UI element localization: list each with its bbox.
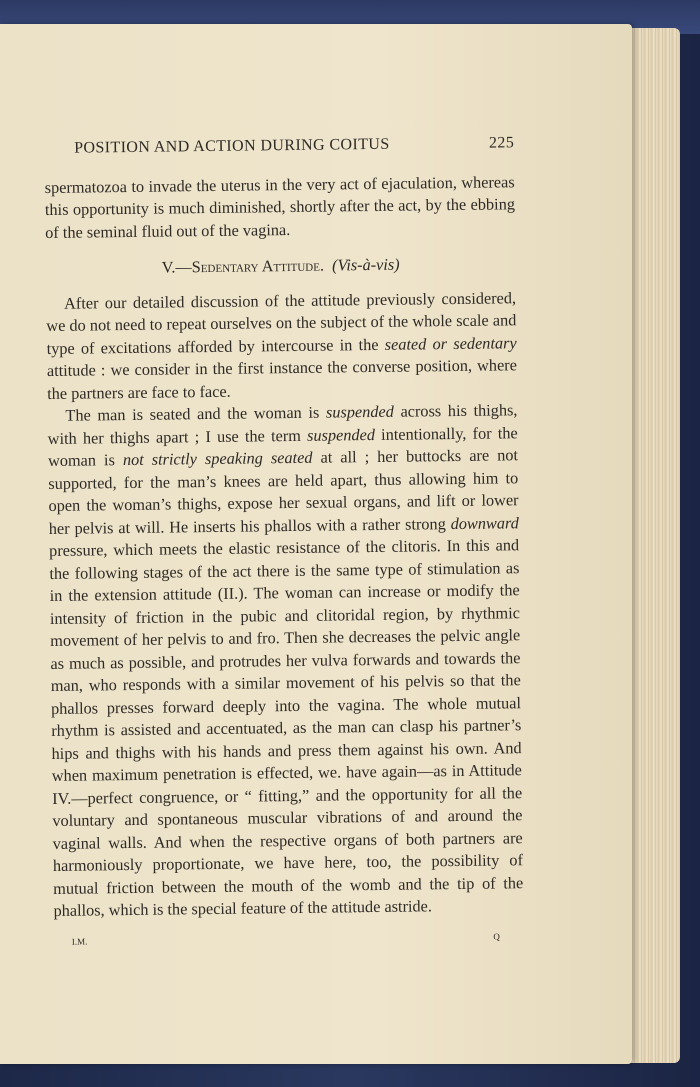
paragraph-2-text-2: across his thighs, with her thighs apart ; I use the term [47, 400, 518, 448]
footer-signature-left: I.M. [71, 936, 88, 947]
running-head: POSITION AND ACTION DURING COITUS [74, 135, 390, 157]
paragraph-2-text-1: The man is seated and the woman is [65, 402, 327, 425]
section-number: V.— [161, 257, 192, 277]
paragraph-1-italic: seated or sedentary [384, 332, 517, 354]
page-footer [54, 925, 524, 953]
book-page [0, 24, 632, 1064]
paragraph-2-italic-1: suspended [325, 401, 394, 422]
section-heading [46, 252, 516, 280]
section-subtitle: (Vis-à-vis) [331, 254, 400, 275]
paragraph-2 [47, 399, 523, 922]
paragraph-1-text-a: After our detailed discussion of the attitude previously considered, we do not need to repeat ourselves on the subject of the whole scale and type of excitations afforded by intercourse in the [46, 287, 517, 358]
page-header [74, 132, 514, 160]
page-number: 225 [488, 134, 515, 152]
page-content [44, 126, 524, 953]
paragraph-2-text-5: pressure, which meets the elastic resistance of the clitoris. In this and the following stages of the act there is the same type of stimulation as in the extension attitude (II.). The woman can increase or modify the intensity of friction in the pubic and clitoridal region, by rhythmic movement of her pelvis to and fro. Then she decreases the pelvic angle as much as possible, and protrudes her vulva forwards and towards the man, who responds with a similar movement of his pelvis so that the phallos presses forward deeply into the vagina. The whole mutual rhythm is assisted and accentuated, as the man can clasp his partner’s hips and thighs with his hands and press them against his own. And when maximum penetration is effected, we. have again—as in Attitude IV.—perfect congruence, or “ fitting,” and the opportunity for all the voluntary and spontaneous muscular vibrations of and around the vaginal walls. And when the respective organs of both partners are harmoniously proportionate, we have here, too, the possibility of mutual friction between the mouth of the womb and the tip of the phallos, which is the special feature of the attitude astride. [48, 535, 524, 920]
paragraph-1-text-b: attitude : we consider in the first instance the converse position, where the partners are face to face. [46, 355, 517, 403]
section-title: Sedentary Attitude. [191, 255, 325, 277]
continuation-paragraph: spermatozoa to invade the uterus in the very act of ejaculation, whereas this opportunity is much diminished, shortly after the act, by the ebbing of the seminal fluid out of the vagina. [44, 171, 516, 242]
paragraph-2-italic-2: suspended [306, 424, 376, 445]
paragraph-1 [46, 287, 517, 405]
paragraph-2-italic-3: not strictly speaking seated [122, 447, 313, 470]
paragraph-2-text-3: intentionally, for the woman is [47, 422, 518, 470]
paragraph-2-text-4: at all ; her buttocks are not supported, for the man’s knees are held apart, thus allowing him to open the woman’s thighs, expose her sexual organs, and lift or lower her pelvis at will. He inserts his phallos with a rather strong [48, 445, 519, 538]
footer-signature-right: Q [493, 930, 500, 942]
paragraph-2-italic-4: downward [450, 512, 519, 533]
